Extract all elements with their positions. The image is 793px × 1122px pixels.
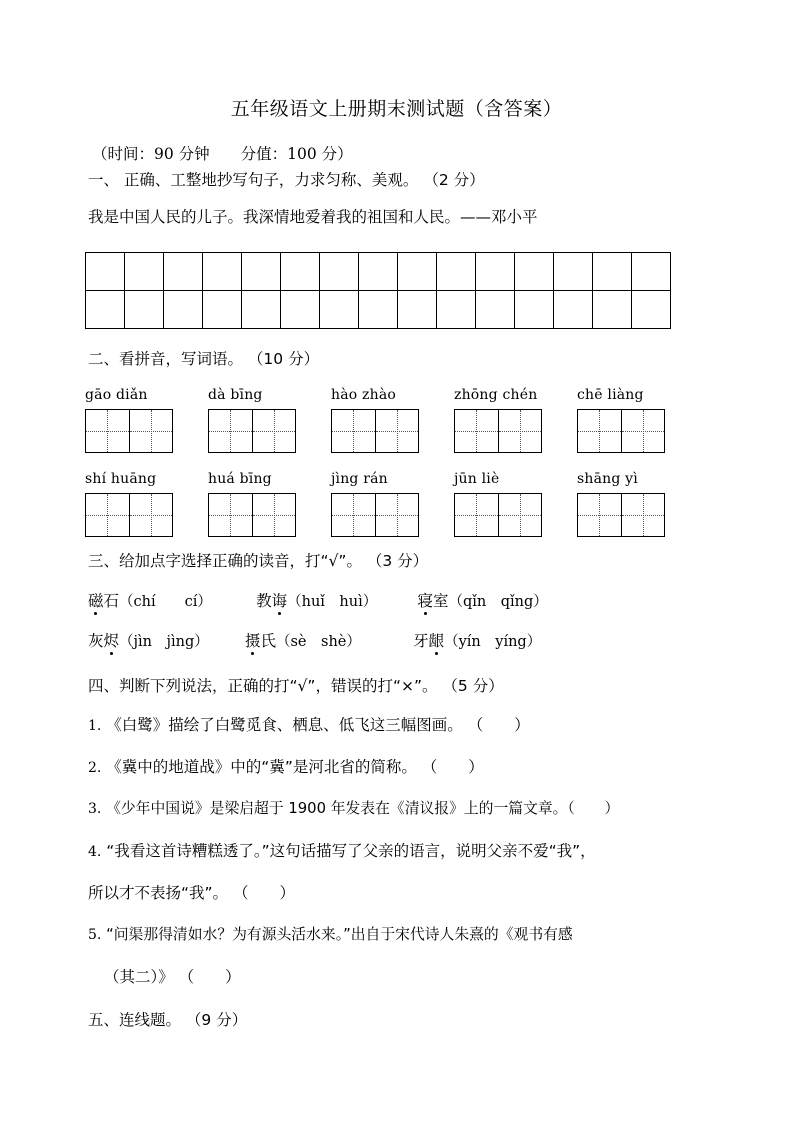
section-3-row-2 xyxy=(88,629,708,651)
pinyin-label: jūn liè xyxy=(454,471,500,487)
pinyin-options[interactable]: （chí cí） xyxy=(119,594,212,610)
tianzige-cell[interactable] xyxy=(332,494,375,536)
copy-grid-cell[interactable] xyxy=(437,253,476,291)
true-false-item xyxy=(88,799,708,819)
pinyin-word-group xyxy=(331,386,437,453)
copy-grid-cell[interactable] xyxy=(125,253,164,291)
copy-grid-cell[interactable] xyxy=(281,253,320,291)
tianzige-cell[interactable] xyxy=(209,410,252,452)
copy-grid-cell[interactable] xyxy=(125,291,164,329)
section-5-heading: 五、连线题。 （9 分） xyxy=(88,1011,248,1029)
tianzige-box[interactable] xyxy=(577,493,665,537)
word-prefix: 牙 xyxy=(413,632,429,650)
copy-grid-cell[interactable] xyxy=(359,253,398,291)
tianzige-cell[interactable] xyxy=(375,410,419,452)
dotted-character: 摄 xyxy=(245,629,261,651)
item-text[interactable]: 《少年中国说》是梁启超于 1900 年发表在《清议报》上的一篇文章。（ ） xyxy=(106,800,620,817)
handwriting-copy-grid[interactable] xyxy=(85,252,671,329)
dotted-character: 烬 xyxy=(104,629,120,651)
tianzige-cell[interactable] xyxy=(578,410,621,452)
page-title: 五年级语文上册期末测试题（含答案） xyxy=(230,98,563,120)
pinyin-word-group xyxy=(208,470,314,537)
tianzige-cell[interactable] xyxy=(332,410,375,452)
copy-grid-row xyxy=(86,291,671,329)
true-false-item xyxy=(88,757,708,778)
copy-grid-cell[interactable] xyxy=(476,291,515,329)
pinyin-options[interactable]: （huǐ huì） xyxy=(287,594,378,610)
tianzige-cell[interactable] xyxy=(252,410,296,452)
pinyin-label: zhōng chén xyxy=(454,387,538,403)
copy-grid-cell[interactable] xyxy=(632,291,671,329)
tianzige-box[interactable] xyxy=(85,409,173,453)
copy-grid-row xyxy=(86,253,671,291)
tianzige-cell[interactable] xyxy=(455,494,498,536)
pinyin-word-group xyxy=(85,386,191,453)
dotted-character: 寝 xyxy=(417,589,433,611)
tianzige-cell[interactable] xyxy=(209,494,252,536)
exam-meta-line: （时间：90 分钟 分值：100 分） xyxy=(92,144,353,163)
copy-grid-cell[interactable] xyxy=(86,253,125,291)
copy-grid-cell[interactable] xyxy=(554,291,593,329)
copy-grid-cell[interactable] xyxy=(359,291,398,329)
copy-grid-cell[interactable] xyxy=(164,253,203,291)
pinyin-label: shāng yì xyxy=(577,471,638,487)
copy-grid-cell[interactable] xyxy=(164,291,203,329)
copy-grid-cell[interactable] xyxy=(554,253,593,291)
pinyin-word-group xyxy=(331,470,437,537)
tianzige-cell[interactable] xyxy=(621,410,665,452)
copy-grid-cell[interactable] xyxy=(593,253,632,291)
tianzige-box[interactable] xyxy=(208,409,296,453)
word-prefix: 教 xyxy=(256,592,272,610)
word-remainder: 室 xyxy=(432,592,449,610)
tianzige-box[interactable] xyxy=(577,409,665,453)
tianzige-box[interactable] xyxy=(331,493,419,537)
copy-grid-cell[interactable] xyxy=(437,291,476,329)
pinyin-choice-item[interactable] xyxy=(256,589,377,611)
pinyin-label: hào zhào xyxy=(331,387,397,403)
pinyin-label: gāo diǎn xyxy=(85,387,148,403)
pinyin-options[interactable]: （qǐn qǐng） xyxy=(448,594,548,610)
item-number: 4. xyxy=(88,844,102,860)
true-false-item xyxy=(88,715,708,736)
dotted-character: 龈 xyxy=(429,629,445,651)
item-text[interactable]: 《白鹭》描绘了白鹭觅食、栖息、低飞这三幅图画。 （ ） xyxy=(106,716,530,734)
pinyin-row-1 xyxy=(85,386,705,453)
tianzige-box[interactable] xyxy=(454,409,542,453)
section-1-heading: 一、 正确、工整地抄写句子，力求匀称、美观。 （2 分） xyxy=(88,171,485,189)
copy-grid-cell[interactable] xyxy=(203,291,242,329)
true-false-item-continuation[interactable]: （其二）》 （ ） xyxy=(104,968,241,986)
tianzige-cell[interactable] xyxy=(86,494,129,536)
pinyin-word-group xyxy=(454,470,560,537)
tianzige-cell[interactable] xyxy=(498,494,542,536)
pinyin-label: huá bīng xyxy=(208,471,272,487)
pinyin-options[interactable]: （jìn jìng） xyxy=(119,634,209,650)
item-number: 2. xyxy=(88,760,102,776)
pinyin-label: shí huāng xyxy=(85,471,157,487)
item-text[interactable]: 《冀中的地道战》中的“冀”是河北省的简称。 （ ） xyxy=(106,758,484,776)
true-false-item-continuation[interactable]: 所以才不表扬“我”。 （ ） xyxy=(88,884,295,902)
copy-grid-cell[interactable] xyxy=(242,253,281,291)
pinyin-word-group xyxy=(577,470,683,537)
pinyin-row-2 xyxy=(85,470,705,537)
copy-grid-cell[interactable] xyxy=(515,253,554,291)
tianzige-box[interactable] xyxy=(208,493,296,537)
section-3-heading: 三、给加点字选择正确的读音，打“√”。 （3 分） xyxy=(88,552,429,570)
true-false-item xyxy=(88,925,708,945)
pinyin-choice-item[interactable] xyxy=(417,589,547,611)
tianzige-cell[interactable] xyxy=(578,494,621,536)
tianzige-cell[interactable] xyxy=(455,410,498,452)
pinyin-choice-item[interactable] xyxy=(413,629,541,651)
copy-grid-cell[interactable] xyxy=(398,291,437,329)
pinyin-label: dà bīng xyxy=(208,387,263,403)
tianzige-box[interactable] xyxy=(331,409,419,453)
pinyin-choice-item[interactable] xyxy=(88,589,212,611)
item-number: 3. xyxy=(88,801,102,817)
pinyin-label: chē liàng xyxy=(577,387,644,403)
tianzige-cell[interactable] xyxy=(621,494,665,536)
copy-grid-cell[interactable] xyxy=(203,253,242,291)
pinyin-options[interactable]: （sè shè） xyxy=(275,634,361,650)
item-number: 1. xyxy=(88,718,102,734)
tianzige-box[interactable] xyxy=(454,493,542,537)
section-2-heading: 二、看拼音，写词语。 （10 分） xyxy=(88,350,320,368)
dotted-character: 诲 xyxy=(272,589,288,611)
copy-grid-cell[interactable] xyxy=(86,291,125,329)
copy-grid-cell[interactable] xyxy=(320,253,359,291)
true-false-item xyxy=(88,841,708,862)
section-4-heading: 四、判断下列说法，正确的打“√”，错误的打“×”。 （5 分） xyxy=(88,677,504,695)
word-remainder: 氏 xyxy=(260,632,276,650)
tianzige-cell[interactable] xyxy=(375,494,419,536)
pinyin-word-group xyxy=(577,386,683,453)
copy-grid-cell[interactable] xyxy=(320,291,359,329)
section-1-sentence: 我是中国人民的儿子。我深情地爱着我的祖国和人民。——邓小平 xyxy=(88,208,538,226)
pinyin-choice-item[interactable] xyxy=(245,629,361,651)
tianzige-cell[interactable] xyxy=(129,494,173,536)
copy-grid-cell[interactable] xyxy=(398,253,437,291)
item-number: 5. xyxy=(88,927,102,943)
tianzige-box[interactable] xyxy=(85,493,173,537)
pinyin-word-group xyxy=(85,470,191,537)
word-prefix: 灰 xyxy=(88,632,104,650)
tianzige-cell[interactable] xyxy=(129,410,173,452)
tianzige-cell[interactable] xyxy=(498,410,542,452)
pinyin-label: jìng rán xyxy=(331,471,388,487)
section-3-row-1 xyxy=(88,589,708,611)
item-text[interactable]: “我看这首诗糟糕透了。”这句话描写了父亲的语言，说明父亲不爱“我”， xyxy=(106,842,596,860)
tianzige-cell[interactable] xyxy=(252,494,296,536)
pinyin-choice-item[interactable] xyxy=(88,629,209,651)
copy-grid-cell[interactable] xyxy=(476,253,515,291)
copy-grid-cell[interactable] xyxy=(593,291,632,329)
dotted-character: 磁 xyxy=(88,589,104,611)
copy-grid-cell[interactable] xyxy=(281,291,320,329)
item-text[interactable]: “问渠那得清如水？为有源头活水来。”出自于宋代诗人朱熹的《观书有感 xyxy=(106,926,573,943)
pinyin-word-group xyxy=(208,386,314,453)
copy-grid-cell[interactable] xyxy=(242,291,281,329)
tianzige-cell[interactable] xyxy=(86,410,129,452)
copy-grid-cell[interactable] xyxy=(632,253,671,291)
word-remainder: 石 xyxy=(103,592,120,610)
pinyin-options[interactable]: （yín yíng） xyxy=(444,634,542,650)
pinyin-word-group xyxy=(454,386,560,453)
copy-grid-cell[interactable] xyxy=(515,291,554,329)
